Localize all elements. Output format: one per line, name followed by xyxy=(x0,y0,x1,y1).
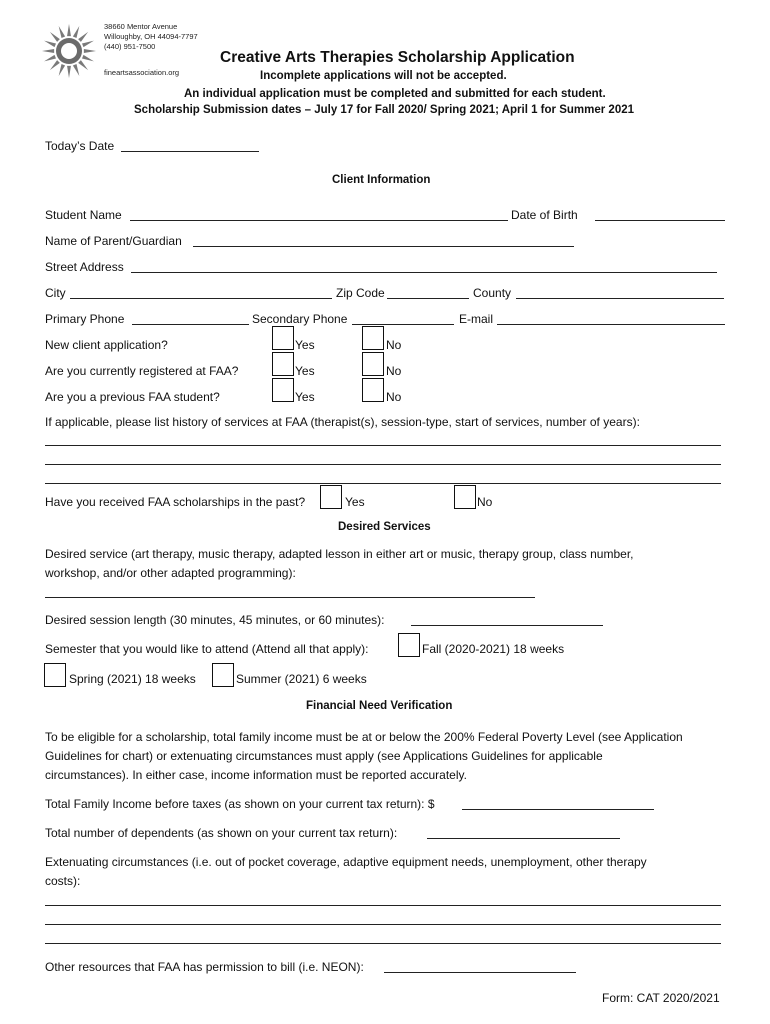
income-field[interactable] xyxy=(462,809,654,810)
sun-ray xyxy=(50,60,60,70)
registered-yes-checkbox[interactable] xyxy=(272,352,294,376)
history-label: If applicable, please list history of services at FAA (therapist(s), session-type, start of services, number of years): xyxy=(45,415,640,429)
scholarships-no-label: No xyxy=(477,495,493,509)
sun-ray xyxy=(78,32,88,42)
history-line-3[interactable] xyxy=(45,483,721,484)
dob-field[interactable] xyxy=(595,220,725,221)
parent-name-field[interactable] xyxy=(193,246,574,247)
history-line-2[interactable] xyxy=(45,464,721,465)
fall-label: Fall (2020-2021) 18 weeks xyxy=(422,642,565,656)
new-client-label: New client application? xyxy=(45,338,168,352)
sun-ray xyxy=(67,24,71,36)
history-line-1[interactable] xyxy=(45,445,721,446)
session-length-field[interactable] xyxy=(411,625,603,626)
registered-no-label: No xyxy=(386,364,402,378)
notice-dates: Scholarship Submission dates – July 17 for Fall 2020/ Spring 2021; April 1 for Summer 2021 xyxy=(134,104,635,116)
org-phone: (440) 951-7500 xyxy=(104,42,156,51)
summer-checkbox[interactable] xyxy=(212,663,234,687)
sun-ray xyxy=(67,66,71,78)
zip-label: Zip Code xyxy=(336,286,385,300)
previous-student-label: Are you a previous FAA student? xyxy=(45,390,220,404)
sun-ray xyxy=(73,64,79,76)
desired-service-label-cont: workshop, and/or other adapted programming): xyxy=(45,566,296,580)
session-length-label: Desired session length (30 minutes, 45 minutes, or 60 minutes): xyxy=(45,613,385,627)
semester-label: Semester that you would like to attend (Attend all that apply): xyxy=(45,642,369,656)
fall-checkbox[interactable] xyxy=(398,633,420,657)
new-client-no-label: No xyxy=(386,338,402,352)
county-field[interactable] xyxy=(516,298,724,299)
scholarships-past-label: Have you received FAA scholarships in the past? xyxy=(45,495,306,509)
sun-ray xyxy=(84,49,96,53)
todays-date-label: Today’s Date xyxy=(45,139,115,153)
email-label: E-mail xyxy=(459,312,494,326)
sun-ray xyxy=(59,64,65,76)
secondary-phone-label: Secondary Phone xyxy=(252,312,348,326)
section-client-information: Client Information xyxy=(332,174,431,186)
sun-ray xyxy=(44,41,56,47)
scholarships-no-checkbox[interactable] xyxy=(454,485,476,509)
city-field[interactable] xyxy=(70,298,332,299)
new-client-yes-label: Yes xyxy=(295,338,315,352)
form-footer: Form: CAT 2020/2021 xyxy=(602,991,720,1005)
sun-logo-icon xyxy=(40,22,98,80)
org-website: fineartsassociation.org xyxy=(104,68,180,77)
currently-registered-label: Are you currently registered at FAA? xyxy=(45,364,239,378)
email-field[interactable] xyxy=(497,324,725,325)
other-resources-field[interactable] xyxy=(384,972,576,973)
secondary-phone-field[interactable] xyxy=(352,324,454,325)
previous-no-checkbox[interactable] xyxy=(362,378,384,402)
new-client-no-checkbox[interactable] xyxy=(362,326,384,350)
eligibility-line-3: circumstances). In either case, income information must be reported accurately. xyxy=(45,768,467,782)
student-name-field[interactable] xyxy=(130,220,508,221)
eligibility-line-1: To be eligible for a scholarship, total family income must be at or below the 200% Federal Poverty Level (see Application xyxy=(45,730,683,744)
sun-ray xyxy=(82,41,94,47)
spring-label: Spring (2021) 18 weeks xyxy=(69,672,196,686)
student-name-label: Student Name xyxy=(45,208,122,222)
extenuating-line-2[interactable] xyxy=(45,924,721,925)
dependents-field[interactable] xyxy=(427,838,620,839)
registered-yes-label: Yes xyxy=(295,364,315,378)
extenuating-line-1[interactable] xyxy=(45,905,721,906)
primary-phone-label: Primary Phone xyxy=(45,312,125,326)
other-resources-label: Other resources that FAA has permission to bill (i.e. NEON): xyxy=(45,960,364,974)
previous-yes-checkbox[interactable] xyxy=(272,378,294,402)
sun-ray xyxy=(73,26,79,38)
previous-no-label: No xyxy=(386,390,402,404)
zip-field[interactable] xyxy=(387,298,469,299)
extenuating-label-cont: costs): xyxy=(45,874,81,888)
notice-incomplete: Incomplete applications will not be accepted. xyxy=(260,70,507,82)
sun-ray xyxy=(42,49,54,53)
page-title: Creative Arts Therapies Scholarship Application xyxy=(220,49,575,66)
new-client-yes-checkbox[interactable] xyxy=(272,326,294,350)
section-financial-need: Financial Need Verification xyxy=(306,700,453,712)
notice-individual: An individual application must be completed and submitted for each student. xyxy=(184,88,606,100)
income-label: Total Family Income before taxes (as shown on your current tax return): $ xyxy=(45,797,435,811)
summer-label: Summer (2021) 6 weeks xyxy=(236,672,367,686)
org-address-line1: 38660 Mentor Avenue xyxy=(104,22,178,31)
extenuating-line-3[interactable] xyxy=(45,943,721,944)
county-label: County xyxy=(473,286,512,300)
sun-ray xyxy=(59,26,65,38)
sun-ray xyxy=(50,32,60,42)
section-desired-services: Desired Services xyxy=(338,521,431,533)
dependents-label: Total number of dependents (as shown on your current tax return): xyxy=(45,826,398,840)
city-label: City xyxy=(45,286,66,300)
registered-no-checkbox[interactable] xyxy=(362,352,384,376)
street-address-field[interactable] xyxy=(131,272,717,273)
parent-name-label: Name of Parent/Guardian xyxy=(45,234,182,248)
spring-checkbox[interactable] xyxy=(44,663,66,687)
previous-yes-label: Yes xyxy=(295,390,315,404)
scholarships-yes-checkbox[interactable] xyxy=(320,485,342,509)
street-address-label: Street Address xyxy=(45,260,124,274)
extenuating-label: Extenuating circumstances (i.e. out of pocket coverage, adaptive equipment needs, unemployment, other therapy xyxy=(45,855,647,869)
sun-ray xyxy=(78,60,88,70)
sun-ray xyxy=(82,55,94,61)
org-address-line2: Willoughby, OH 44094-7797 xyxy=(104,32,198,41)
org-address xyxy=(104,22,198,52)
dob-label: Date of Birth xyxy=(511,208,578,222)
desired-service-label: Desired service (art therapy, music therapy, adapted lesson in either art or music, therapy group, class number, xyxy=(45,547,634,561)
scholarships-yes-label: Yes xyxy=(345,495,365,509)
sun-ray xyxy=(44,55,56,61)
primary-phone-field[interactable] xyxy=(132,324,249,325)
desired-service-field[interactable] xyxy=(45,597,535,598)
eligibility-line-2: Guidelines for chart) or extenuating circumstances must apply (see Applications Guidelines for applicable xyxy=(45,749,603,763)
todays-date-field[interactable] xyxy=(121,151,259,152)
